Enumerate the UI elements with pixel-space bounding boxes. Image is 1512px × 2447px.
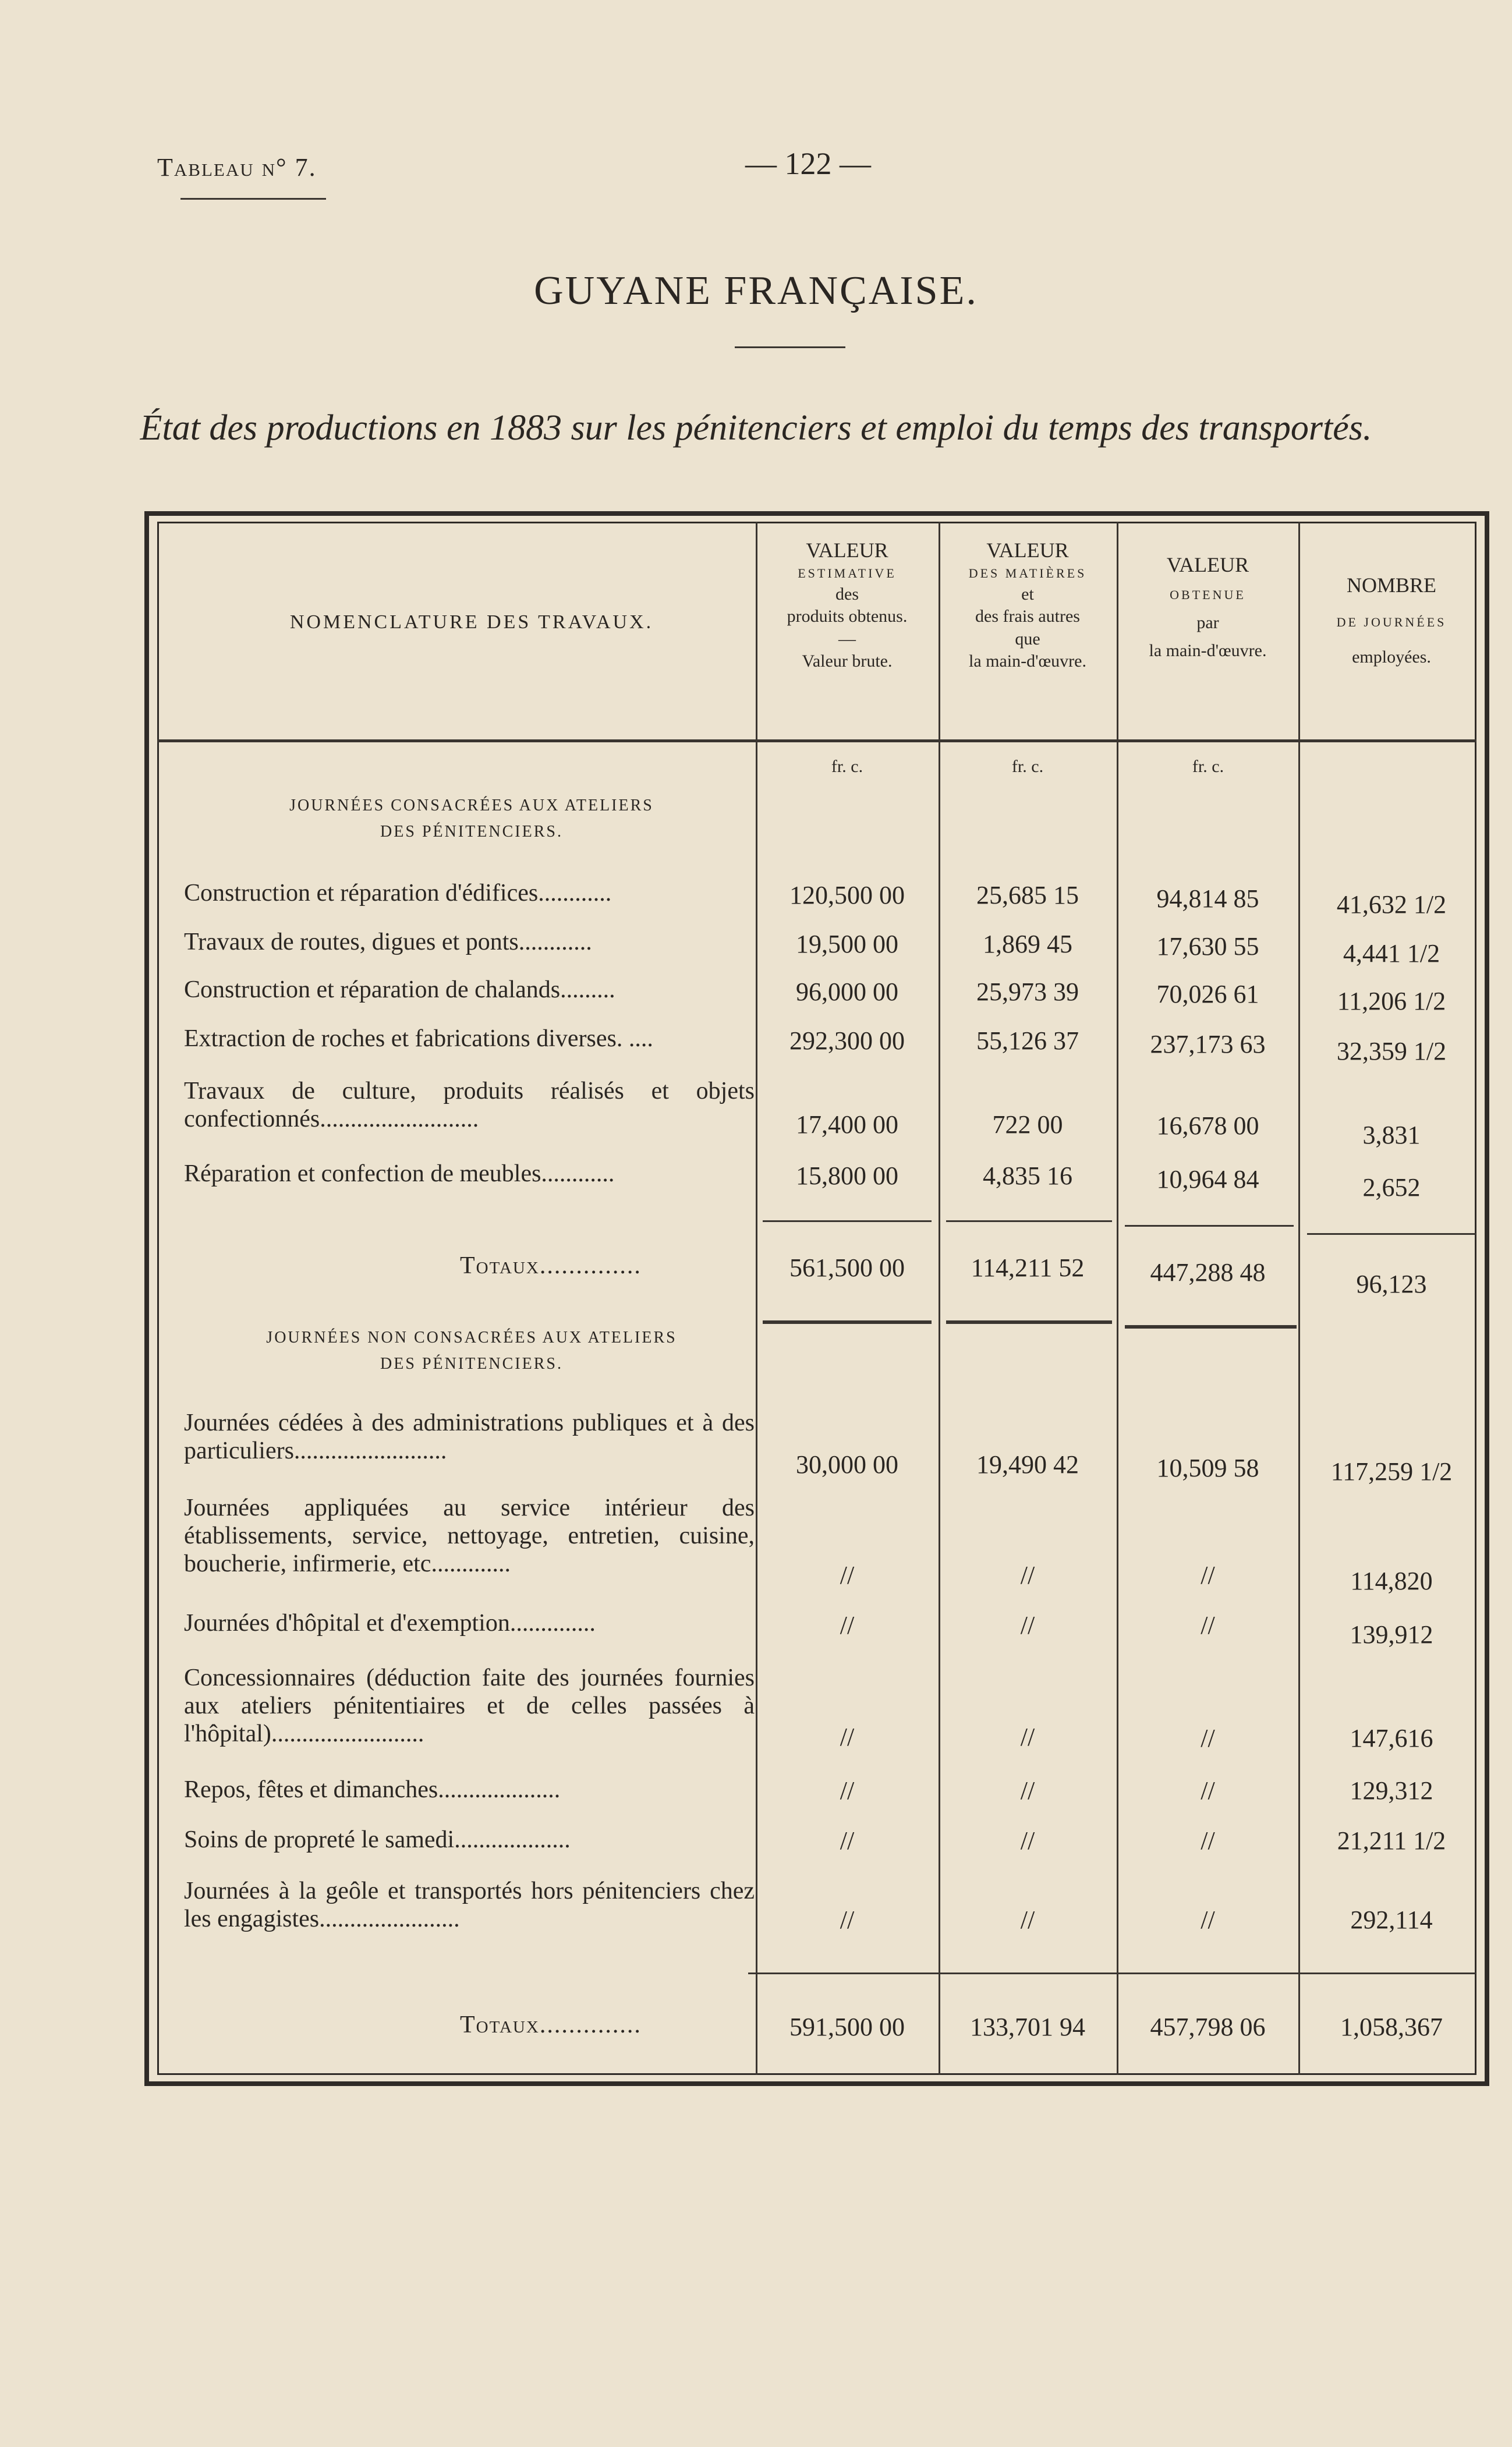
cell-valeur-matieres: // — [1020, 1611, 1035, 1639]
cell-nombre-journees: 114,820 — [1350, 1567, 1433, 1595]
header-line: — — [838, 629, 856, 649]
cell-valeur-obtenue: // — [1201, 1906, 1215, 1934]
header-line: Valeur brute. — [802, 651, 893, 671]
cell-nombre-journees: 11,206 1/2 — [1337, 987, 1446, 1015]
cell-valeur-obtenue: 70,026 61 — [1156, 980, 1259, 1008]
row-label: Soins de propreté le samedi................... — [184, 1826, 571, 1853]
column-header-valeur-matieres — [940, 539, 1115, 674]
column-header-nombre-journees — [1301, 573, 1482, 670]
header-line: des — [835, 584, 859, 604]
cell-valeur-obtenue: 10,509 58 — [1156, 1454, 1259, 1482]
cell-valeur-matieres: 25,973 39 — [976, 978, 1079, 1006]
total-valeur-obtenue: 447,288 48 — [1150, 1258, 1266, 1287]
cell-valeur-obtenue: 17,630 55 — [1156, 932, 1259, 961]
row-label: Journées d'hôpital et d'exemption.............. — [184, 1610, 596, 1637]
header-line: par — [1196, 612, 1219, 632]
row-label: Concessionnaires (déduction faite des journées fournies aux ateliers pénitentiaires et de celles passées à l'hôpital)......................... — [184, 1665, 755, 1747]
row-label: Travaux de routes, digues et ponts............ — [184, 929, 592, 955]
total-valeur-brute: 591,500 00 — [789, 2013, 905, 2041]
column-divider — [1298, 522, 1300, 2075]
sum-rule — [1125, 1225, 1294, 1227]
cell-valeur-matieres: 55,126 37 — [976, 1026, 1079, 1055]
header-line: VALEUR — [986, 539, 1069, 562]
cell-nombre-journees: 32,359 1/2 — [1336, 1037, 1447, 1065]
header-line: OBTENUE — [1170, 587, 1246, 603]
sum-rule — [748, 1973, 1476, 1974]
row-label: Travaux de culture, produits réalisés et objets confectionnés.......................... — [184, 1078, 755, 1132]
totals-double-rule — [946, 1320, 1112, 1324]
cell-valeur-brute: // — [840, 1611, 855, 1639]
sum-rule — [1307, 1233, 1476, 1235]
header-rule — [157, 739, 1476, 742]
cell-valeur-brute: 19,500 00 — [796, 930, 898, 958]
unit-label: fr. c. — [831, 757, 863, 776]
sum-rule — [763, 1220, 932, 1222]
header-line: DE JOURNÉES — [1336, 615, 1447, 630]
cell-nombre-journees: 292,114 — [1350, 1906, 1433, 1934]
header-line: employées. — [1352, 647, 1431, 667]
row-label: Extraction de roches et fabrications diverses. .... — [184, 1025, 653, 1052]
cell-nombre-journees: 147,616 — [1350, 1724, 1433, 1752]
row-label: Repos, fêtes et dimanches.................... — [184, 1776, 561, 1803]
document-title: GUYANE FRANÇAISE. — [534, 268, 978, 313]
cell-valeur-brute: 96,000 00 — [796, 978, 898, 1006]
header-line: DES MATIÈRES — [968, 566, 1087, 581]
row-label: Journées appliquées au service intérieur des établissements, service, nettoyage, entretien, cuisine, boucherie, infirmerie, etc............. — [184, 1495, 755, 1577]
cell-valeur-matieres: // — [1020, 1723, 1035, 1751]
cell-valeur-brute: // — [840, 1776, 855, 1805]
cell-valeur-obtenue: // — [1201, 1826, 1215, 1855]
totals-double-rule — [1125, 1325, 1297, 1329]
cell-valeur-obtenue: 237,173 63 — [1150, 1030, 1266, 1058]
cell-valeur-matieres: 4,835 16 — [983, 1161, 1072, 1190]
cell-valeur-brute: // — [840, 1826, 855, 1855]
cell-valeur-brute: // — [840, 1906, 855, 1934]
cell-valeur-obtenue: // — [1201, 1611, 1215, 1639]
cell-valeur-brute: 17,400 00 — [796, 1110, 898, 1139]
unit-label: fr. c. — [1011, 757, 1044, 776]
totals-double-rule — [763, 1320, 932, 1324]
cell-valeur-obtenue: // — [1201, 1724, 1215, 1752]
cell-valeur-brute: 292,300 00 — [789, 1026, 905, 1055]
total-valeur-obtenue: 457,798 06 — [1150, 2013, 1266, 2041]
totals-label: Totaux.............. — [460, 1252, 642, 1279]
cell-valeur-matieres: // — [1020, 1906, 1035, 1934]
tableau-label: Tableau n° 7. — [157, 153, 317, 182]
column-divider — [1117, 522, 1118, 2075]
header-line: des frais autres — [975, 607, 1080, 626]
page-number: — 122 — — [745, 146, 871, 181]
tableau-underline — [180, 198, 326, 200]
cell-valeur-obtenue: 10,964 84 — [1156, 1165, 1259, 1194]
cell-valeur-obtenue: 16,678 00 — [1156, 1111, 1259, 1140]
cell-valeur-obtenue: // — [1201, 1561, 1215, 1589]
title-rule — [735, 346, 845, 348]
section-heading-ateliers — [192, 793, 751, 845]
total-valeur-brute: 561,500 00 — [789, 1253, 905, 1282]
header-line: que — [1015, 629, 1040, 649]
row-label: Réparation et confection de meubles............ — [184, 1160, 615, 1187]
column-header-valeur-estimative — [757, 539, 937, 674]
section-heading-non-ateliers — [192, 1325, 751, 1377]
column-header-valeur-obtenue — [1119, 553, 1297, 664]
header-line: ESTIMATIVE — [798, 566, 897, 581]
unit-label: fr. c. — [1192, 757, 1224, 776]
sum-rule — [946, 1220, 1112, 1222]
row-label: Construction et réparation d'édifices............ — [184, 880, 612, 906]
total-nombre-journees: 1,058,367 — [1340, 2013, 1443, 2041]
nomenclature-header: NOMENCLATURE DES TRAVAUX. — [289, 611, 654, 633]
section-heading-line: JOURNÉES CONSACRÉES AUX ATELIERS — [289, 796, 654, 815]
cell-valeur-matieres: 1,869 45 — [983, 930, 1072, 958]
section-heading-line: DES PÉNITENCIERS. — [380, 822, 563, 841]
cell-valeur-brute: // — [840, 1723, 855, 1751]
cell-nombre-journees: 129,312 — [1350, 1776, 1433, 1805]
row-label: Journées cédées à des administrations publiques et à des particuliers......................... — [184, 1410, 755, 1464]
cell-nombre-journees: 3,831 — [1362, 1121, 1421, 1149]
cell-valeur-matieres: // — [1020, 1826, 1035, 1855]
cell-nombre-journees: 4,441 1/2 — [1343, 939, 1440, 968]
cell-valeur-matieres: // — [1020, 1776, 1035, 1805]
section-heading-line: JOURNÉES NON CONSACRÉES AUX ATELIERS — [266, 1329, 677, 1347]
section-heading-line: DES PÉNITENCIERS. — [380, 1354, 563, 1373]
cell-valeur-matieres: 722 00 — [992, 1110, 1063, 1139]
header-line: la main-d'œuvre. — [968, 651, 1086, 671]
totals-label: Totaux.............. — [460, 2012, 642, 2038]
cell-valeur-obtenue: 94,814 85 — [1156, 884, 1259, 913]
total-nombre-journees: 96,123 — [1356, 1270, 1427, 1298]
header-line: produits obtenus. — [787, 607, 908, 626]
cell-valeur-matieres: // — [1020, 1561, 1035, 1589]
header-line: la main-d'œuvre. — [1149, 641, 1267, 661]
cell-valeur-brute: // — [840, 1561, 855, 1589]
header-line: et — [1021, 584, 1034, 604]
cell-valeur-brute: 15,800 00 — [796, 1161, 898, 1190]
cell-valeur-brute: 30,000 00 — [796, 1450, 898, 1479]
header-line: VALEUR — [806, 539, 888, 562]
cell-valeur-obtenue: // — [1201, 1776, 1215, 1805]
row-label: Journées à la geôle et transportés hors pénitenciers chez les engagistes....................... — [184, 1878, 755, 1932]
cell-nombre-journees: 117,259 1/2 — [1330, 1457, 1453, 1486]
cell-nombre-journees: 41,632 1/2 — [1336, 890, 1447, 919]
cell-nombre-journees: 21,211 1/2 — [1337, 1826, 1446, 1855]
total-valeur-matieres: 114,211 52 — [971, 1253, 1085, 1282]
cell-valeur-brute: 120,500 00 — [789, 881, 905, 909]
cell-nombre-journees: 139,912 — [1350, 1620, 1433, 1649]
cell-valeur-matieres: 19,490 42 — [976, 1450, 1079, 1479]
row-label: Construction et réparation de chalands......... — [184, 976, 615, 1003]
header-line: NOMBRE — [1346, 573, 1437, 597]
total-valeur-matieres: 133,701 94 — [970, 2013, 1085, 2041]
header-line: VALEUR — [1166, 553, 1249, 576]
cell-nombre-journees: 2,652 — [1362, 1173, 1421, 1202]
cell-valeur-matieres: 25,685 15 — [976, 881, 1079, 909]
document-subtitle: État des productions en 1883 sur les pénitenciers et emploi du temps des transportés. — [140, 408, 1372, 448]
